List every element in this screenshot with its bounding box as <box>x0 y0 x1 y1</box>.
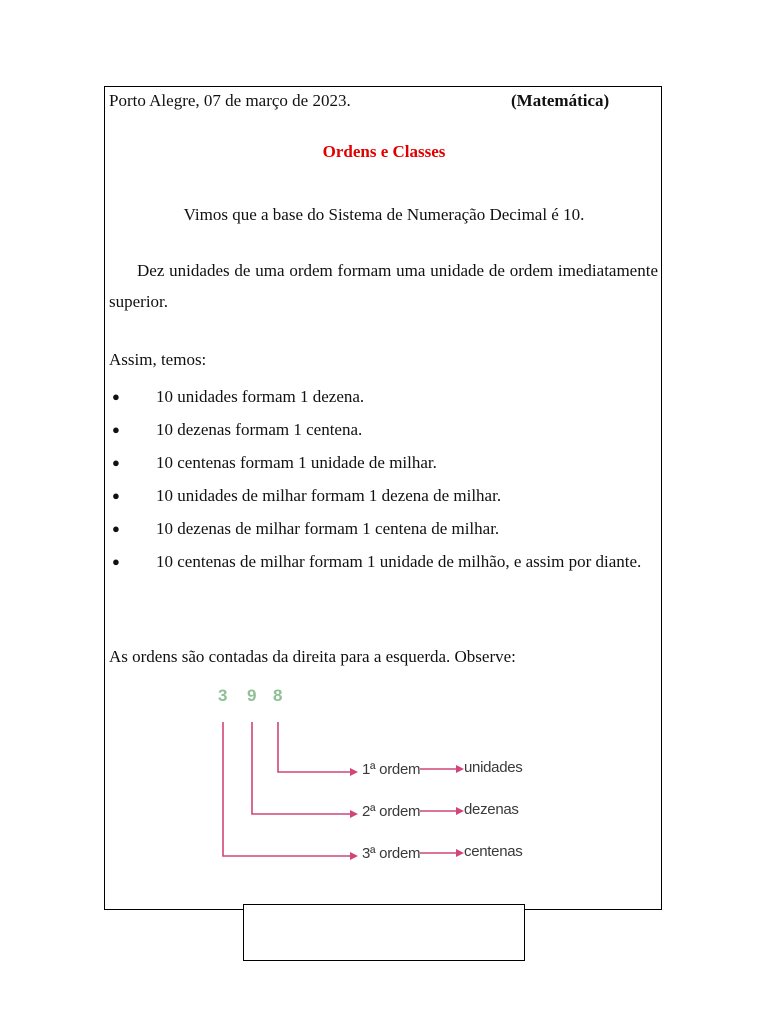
bullet-icon: ● <box>112 521 120 536</box>
order-label-3: 3ª ordem <box>362 845 421 862</box>
digit-units: 8 <box>273 686 283 705</box>
digit-hundreds: 3 <box>218 686 228 705</box>
list-lead: Assim, temos: <box>109 350 207 369</box>
bullet-icon: ● <box>112 455 120 470</box>
list-item-text: 10 centenas de milhar formam 1 unidade de milhão, e assim por diante. <box>156 552 642 571</box>
arrowhead-icon <box>350 810 358 818</box>
list-item-text: 10 dezenas de milhar formam 1 centena de milhar. <box>156 519 500 538</box>
digit-tens: 9 <box>247 686 257 705</box>
arrowhead-icon <box>350 768 358 776</box>
list-item <box>109 480 658 511</box>
arrowhead-icon <box>350 852 358 860</box>
subject-label: (Matemática) <box>511 91 610 110</box>
bullet-icon: ● <box>112 422 120 437</box>
list-item <box>109 546 658 577</box>
bullet-icon: ● <box>112 488 120 503</box>
arrowhead-icon <box>456 807 464 815</box>
list-item-text: 10 unidades de milhar formam 1 dezena de milhar. <box>156 486 502 505</box>
list-item <box>109 513 658 544</box>
order-label-1: 1ª ordem <box>362 761 421 778</box>
base-paragraph: Vimos que a base do Sistema de Numeração Decimal é 10. <box>183 205 585 224</box>
bullet-icon: ● <box>112 389 120 404</box>
bullet-icon: ● <box>112 554 120 569</box>
order-name-1: unidades <box>464 759 523 776</box>
observe-paragraph: As ordens são contadas da direita para a esquerda. Observe: <box>109 647 516 666</box>
place-date: Porto Alegre, 07 de março de 2023. <box>109 91 351 110</box>
list-item <box>109 447 658 478</box>
arrowhead-icon <box>456 849 464 857</box>
rule-text: Dez unidades de uma ordem formam uma unidade de ordem imediatamente superior. <box>109 261 658 311</box>
empty-answer-box <box>243 904 525 961</box>
list-item <box>109 381 658 412</box>
connector-line-2 <box>252 722 352 814</box>
order-name-2: dezenas <box>464 801 519 818</box>
header-line <box>109 91 657 111</box>
order-label-2: 2ª ordem <box>362 803 421 820</box>
rule-paragraph <box>109 255 658 317</box>
connector-line-1 <box>278 722 352 772</box>
list-item-text: 10 dezenas formam 1 centena. <box>156 420 363 439</box>
page-title: Ordens e Classes <box>322 142 446 161</box>
list-item-text: 10 centenas formam 1 unidade de milhar. <box>156 453 437 472</box>
order-list <box>109 381 658 579</box>
arrowhead-icon <box>456 765 464 773</box>
list-item-text: 10 unidades formam 1 dezena. <box>156 387 365 406</box>
list-item <box>109 414 658 445</box>
connector-line-3 <box>223 722 352 856</box>
order-name-3: centenas <box>464 843 523 860</box>
orders-diagram <box>190 672 523 882</box>
